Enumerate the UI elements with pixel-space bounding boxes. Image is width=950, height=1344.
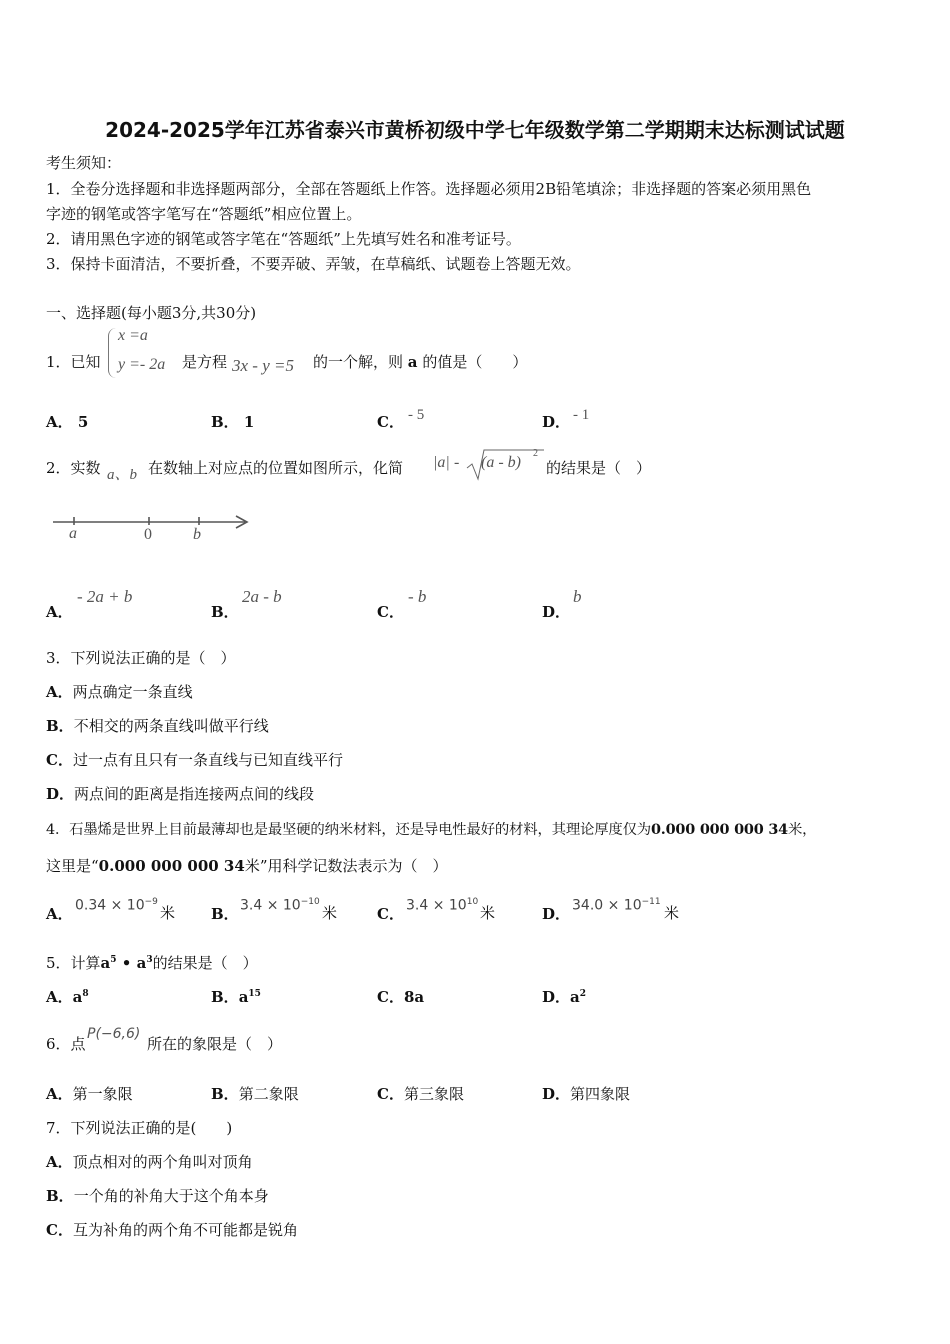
q3-option-b[interactable]: B．不相交的两条直线叫做平行线 <box>46 717 269 735</box>
question-2: 2．实数 <box>46 459 101 477</box>
q2-option-d-value: b <box>573 587 582 606</box>
q2-mid: 在数轴上对应点的位置如图所示，化简 <box>148 459 404 477</box>
q4-option-b-value: $3.4 \times 10^{-10}$ <box>240 897 320 914</box>
question-5: 5．计算$a^5$ • $a^3$的结果是（ ） <box>46 954 258 972</box>
q4-option-a[interactable]: A． <box>46 905 73 923</box>
q6-option-a[interactable]: A．第一象限 <box>46 1085 133 1103</box>
q3-option-a[interactable]: A．两点确定一条直线 <box>46 683 193 701</box>
axis-label-a: a <box>69 525 77 542</box>
q2-option-c[interactable]: C． <box>377 603 404 621</box>
q4-option-b[interactable]: B． <box>211 905 239 923</box>
q1-system-line1: x =a <box>118 327 148 344</box>
q2-vars: a、b <box>107 467 138 483</box>
q1-option-c-value: - 5 <box>408 407 425 423</box>
q5-option-a[interactable]: A．$a^8$ <box>46 988 89 1006</box>
q1-option-a[interactable]: A． 5 <box>46 413 89 431</box>
brace-icon <box>108 328 117 378</box>
q2-option-d[interactable]: D． <box>542 603 571 621</box>
axis-label-b: b <box>193 526 201 543</box>
number-line-figure <box>50 512 255 548</box>
q5-option-c[interactable]: C．8a <box>377 988 425 1006</box>
q3-option-d[interactable]: D．两点间的距离是指连接两点间的线段 <box>46 785 315 803</box>
q1-option-d-value: - 1 <box>573 407 590 423</box>
notice-item: 1．全卷分选择题和非选择题两部分，全部在答题纸上作答。选择题必须用2B铅笔填涂；非选择题的答案必须用黑色 <box>46 180 812 198</box>
q6-option-d[interactable]: D．第四象限 <box>542 1085 631 1103</box>
question-3: 3．下列说法正确的是（ ） <box>46 649 236 667</box>
notice-item: 3．保持卡面清洁，不要折叠，不要弄破、弄皱，在草稿纸、试题卷上答题无效。 <box>46 255 581 273</box>
q2-abs: |a| <box>433 454 450 471</box>
q1-option-c[interactable]: C． <box>377 413 404 431</box>
q2-option-b[interactable]: B． <box>211 603 239 621</box>
q2-sqrt-exp: 2 <box>533 448 538 459</box>
q4-option-d-unit: 米 <box>664 904 680 922</box>
q2-option-a-value: - 2a + b <box>77 587 133 606</box>
question-1 <box>46 351 101 372</box>
q1-system-line2: y =- 2a <box>118 356 166 373</box>
q2-option-a[interactable]: A． <box>46 603 73 621</box>
q4-option-a-unit: 米 <box>160 904 176 922</box>
q1-option-b[interactable]: B． 1 <box>211 413 255 431</box>
q6-tail: 所在的象限是（ ） <box>147 1035 283 1053</box>
q1-num: 1．已知 <box>46 353 101 371</box>
question-6: 6．点 <box>46 1035 86 1053</box>
q2-minus: - <box>454 454 460 471</box>
q4-option-c-value: $3.4 \times 10^{10}$ <box>406 897 479 914</box>
q6-option-c[interactable]: C．第三象限 <box>377 1085 464 1103</box>
section-heading: 一、选择题(每小题3分,共30分) <box>46 304 257 322</box>
q4-option-d-value: $34.0 \times 10^{-11}$ <box>572 897 661 914</box>
page-title: 2024-2025学年江苏省泰兴市黄桥初级中学七年级数学第二学期期末达标测试试题 <box>105 118 845 142</box>
q2-sqrt-expr: (a - b) <box>481 454 521 471</box>
q4-option-a-value: $0.34 \times 10^{-9}$ <box>75 897 158 914</box>
q5-option-b[interactable]: B．$a^{15}$ <box>211 988 261 1006</box>
q1-mid: 是方程 <box>182 353 228 371</box>
notice-item: 2．请用黑色字迹的钢笔或答字笔在“答题纸”上先填写姓名和准考证号。 <box>46 230 521 248</box>
q6-point: P(−6,6) <box>87 1026 141 1042</box>
q6-option-b[interactable]: B．第二象限 <box>211 1085 299 1103</box>
q1-option-d[interactable]: D． <box>542 413 571 431</box>
q7-option-c[interactable]: C．互为补角的两个角不可能都是锐角 <box>46 1221 298 1239</box>
q2-option-c-value: - b <box>408 587 427 606</box>
axis-label-zero: 0 <box>144 526 152 543</box>
q1-equation: 3x - y =5 <box>232 356 294 375</box>
notice-heading: 考生须知： <box>46 154 122 172</box>
question-4-line2: 这里是“0.000 000 000 34米”用科学记数法表示为（ ） <box>46 857 448 875</box>
notice-item: 字迹的钢笔或答字笔写在“答题纸”相应位置上。 <box>46 205 362 223</box>
q7-option-b[interactable]: B．一个角的补角大于这个角本身 <box>46 1187 269 1205</box>
q5-option-d[interactable]: D．$a^2$ <box>542 988 587 1006</box>
q1-tail: 的一个解，则 a 的值是（ ） <box>313 353 528 371</box>
q4-option-c-unit: 米 <box>480 904 496 922</box>
q2-option-b-value: 2a - b <box>242 587 282 606</box>
q4-option-b-unit: 米 <box>322 904 338 922</box>
q7-option-a[interactable]: A．顶点相对的两个角叫对顶角 <box>46 1153 253 1171</box>
question-4-line1: 4．石墨烯是世界上目前最薄却也是最坚硬的纳米材料，还是导电性最好的材料，其理论厚度仅为0.000 000 000 34米， <box>46 821 817 838</box>
q4-option-c[interactable]: C． <box>377 905 404 923</box>
q2-tail: 的结果是（ ） <box>546 459 652 477</box>
q3-option-c[interactable]: C．过一点有且只有一条直线与已知直线平行 <box>46 751 343 769</box>
q4-option-d[interactable]: D． <box>542 905 571 923</box>
question-7: 7．下列说法正确的是( ) <box>46 1119 233 1137</box>
